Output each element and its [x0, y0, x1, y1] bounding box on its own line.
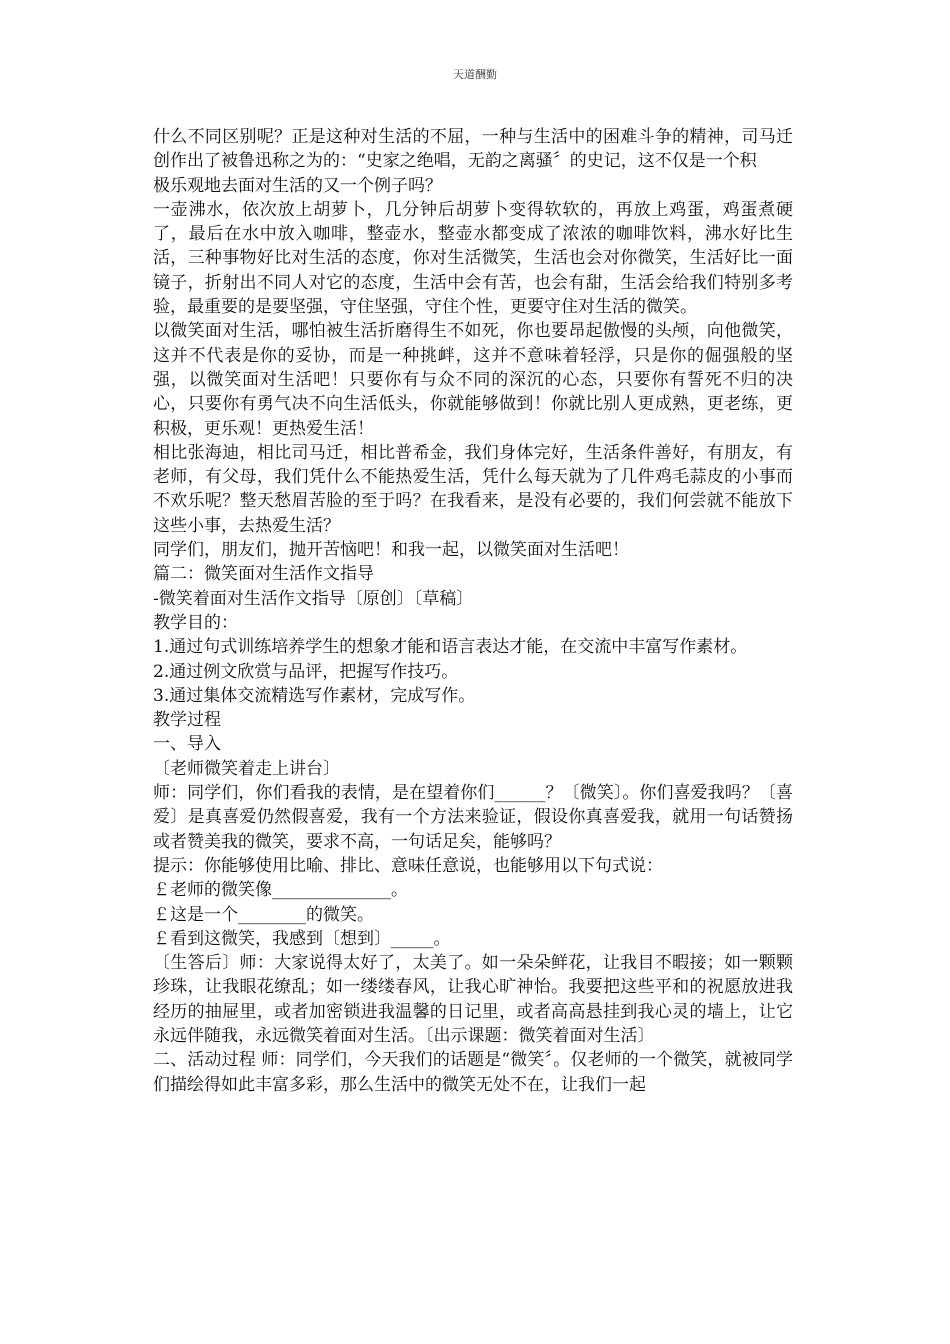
paragraph: 〔生答后〕师：大家说得太好了，太美了。如一朵朵鲜花，让我目不暇接；如一颗颗珍珠，让我眼花缭乱；如一缕缕春风，让我心旷神怡。我要把这些平和的祝愿放进我经历的抽屉里，或者加密锁进我温馨的日记里，或者高高悬挂到我心灵的墙上，让它永远伴随我，永远微笑着面对生活。〔出示课题：微笑着面对生活〕 — [153, 953, 793, 1046]
paragraph: 极乐观地去面对生活的又一个例子吗？ — [153, 175, 442, 196]
paragraph: 什么不同区别呢？正是这种对生活的不屈，一种与生活中的困难斗争的精神，司马迁创作出了被鲁迅称之为的：“史家之绝唱，无韵之离骚〞的史记，这不仅是一个积 — [153, 127, 793, 172]
heading-objectives: 教学目的： — [153, 612, 238, 633]
paragraph: 二、活动过程 师：同学们，今天我们的话题是“微笑〞。仅老师的一个微笑，就被同学们描绘得如此丰富多彩，那么生活中的微笑无处不在，让我们一起 — [153, 1050, 793, 1095]
page-header: 天道酬勤 — [453, 68, 497, 81]
sentence-pattern: ￡看到这微笑，我感到〔想到〕_____。 — [153, 928, 451, 949]
paragraph: 同学们，朋友们，抛开苦恼吧！和我一起，以微笑面对生活吧！ — [153, 540, 629, 561]
sentence-pattern: ￡这是一个________的微笑。 — [153, 904, 374, 925]
section-heading: 篇二：微笑面对生活作文指导 — [153, 564, 374, 585]
objective-item: 1.通过句式训练培养学生的想象才能和语言表达才能，在交流中丰富写作素材。 — [153, 637, 748, 658]
sentence-pattern: ￡老师的微笑像______________。 — [153, 880, 408, 901]
heading-intro: 一、导入 — [153, 734, 221, 755]
paragraph: 〔老师微笑着走上讲台〕 — [153, 758, 340, 779]
heading-process: 教学过程 — [153, 710, 221, 731]
section-subtitle: -微笑着面对生活作文指导〔原创〕〔草稿〕 — [153, 588, 474, 609]
paragraph: 相比张海迪，相比司马迁，相比普希金，我们身体完好，生活条件善好，有朋友，有老师，有父母，我们凭什么不能热爱生活，凭什么每天就为了几件鸡毛蒜皮的小事而不欢乐呢？整天愁眉苦脸的至于吗？在我看来，是没有必要的，我们何尝就不能放下这些小事，去热爱生活？ — [153, 442, 793, 536]
objective-item: 3.通过集体交流精选写作素材，完成写作。 — [153, 685, 476, 706]
paragraph: 提示：你能够使用比喻、排比、意味任意说，也能够用以下句式说： — [153, 855, 663, 876]
document-body — [153, 125, 793, 1097]
paragraph: 师：同学们，你们看我的表情，是在望着你们______？〔微笑〕。你们喜爱我吗？〔喜爱〕是真喜爱仍然假喜爱，我有一个方法来验证，假设你真喜爱我，就用一句话赞扬或者赞美我的微笑，要求不高，一句话足矣，能够吗？ — [153, 783, 793, 852]
paragraph: 一壶沸水，依次放上胡萝卜，几分钟后胡萝卜变得软软的，再放上鸡蛋，鸡蛋煮硬了，最后在水中放入咖啡，整壶水，整壶水都变成了浓浓的咖啡饮料，沸水好比生活，三种事物好比对生活的态度，你对生活微笑，生活也会对你微笑，生活好比一面镜子，折射出不同人对它的态度，生活中会有苦，也会有甜，生活会给我们特别多考验，最重要的是要坚强，守住坚强，守住个性，更要守住对生活的微笑。 — [153, 199, 793, 318]
paragraph: 以微笑面对生活，哪怕被生活折磨得生不如死，你也要昂起傲慢的头颅，向他微笑，这并不代表是你的妥协，而是一种挑衅，这并不意味着轻浮，只是你的倔强般的坚强，以微笑面对生活吧！只要你有与众不同的深沉的心态，只要你有誓死不归的决心，只要你有勇气决不向生活低头，你就能够做到！你就比别人更成熟，更老练，更积极，更乐观！更热爱生活！ — [153, 321, 793, 439]
objective-item: 2.通过例文欣赏与品评，把握写作技巧。 — [153, 661, 459, 682]
